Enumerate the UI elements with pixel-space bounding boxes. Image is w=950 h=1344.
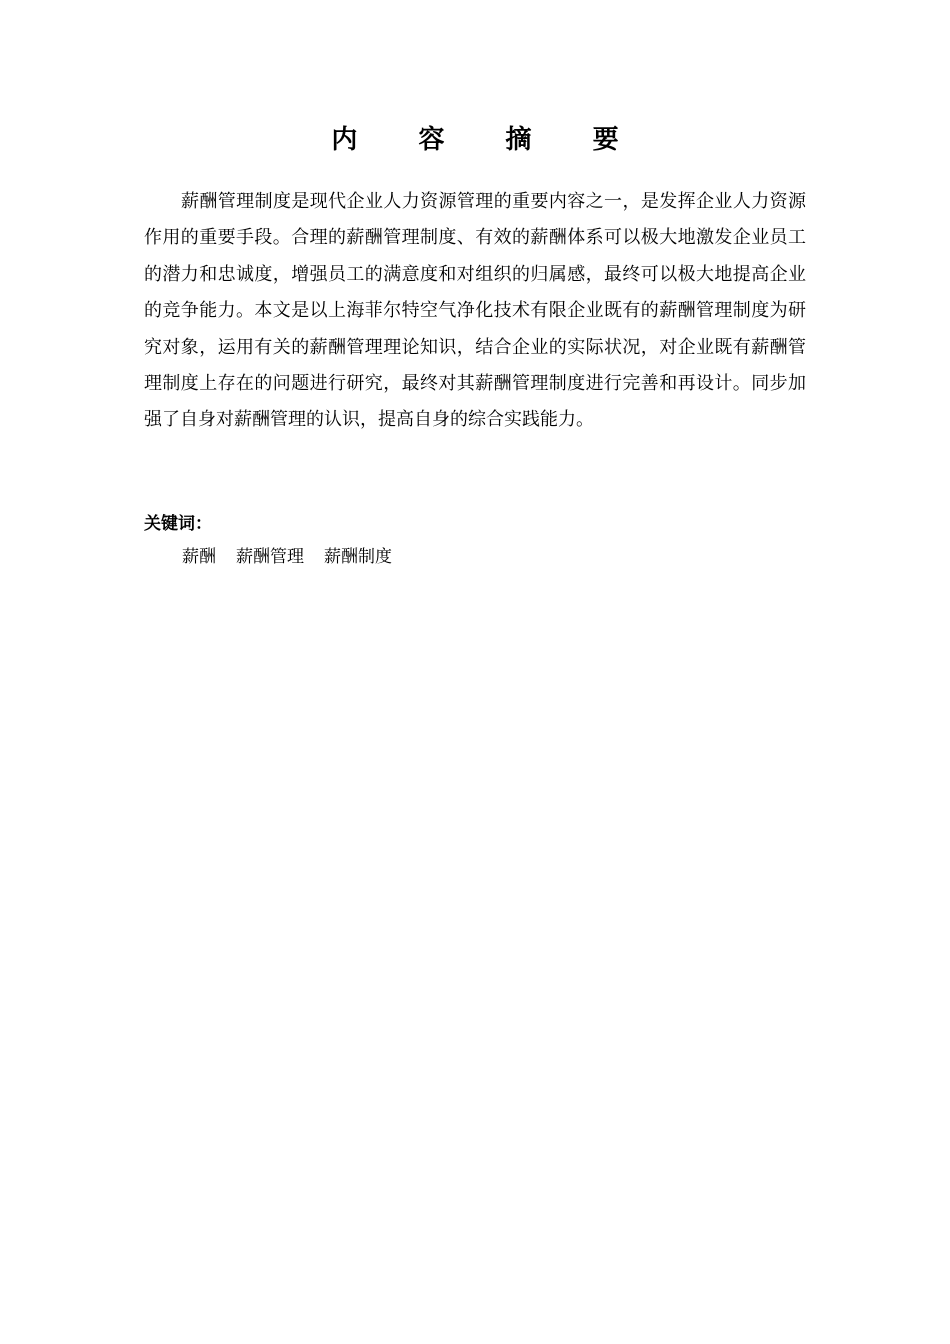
page-title: 内 容 摘 要 — [331, 125, 645, 155]
keywords-list — [182, 543, 392, 571]
abstract-paragraph: 薪酬管理制度是现代企业人力资源管理的重要内容之一，是发挥企业人力资源作用的重要手段。合理的薪酬管理制度、有效的薪酬体系可以极大地激发企业员工的潜力和忠诚度，增强员工的满意度和对组织的归属感，最终可以极大地提高企业的竞争能力。本文是以上海菲尔特空气净化技术有限企业既有的薪酬管理制度为研究对象，运用有关的薪酬管理理论知识，结合企业的实际状况，对企业既有薪酬管理制度上存在的问题进行研究，最终对其薪酬管理制度进行完善和再设计。同步加强了自身对薪酬管理的认识，提高自身的综合实践能力。 — [144, 191, 806, 431]
keyword-item: 薪酬 — [182, 547, 216, 567]
keyword-item: 薪酬管理 — [236, 547, 304, 567]
keyword-item: 薪酬制度 — [324, 547, 392, 567]
keywords-label: 关键词： — [144, 514, 212, 534]
